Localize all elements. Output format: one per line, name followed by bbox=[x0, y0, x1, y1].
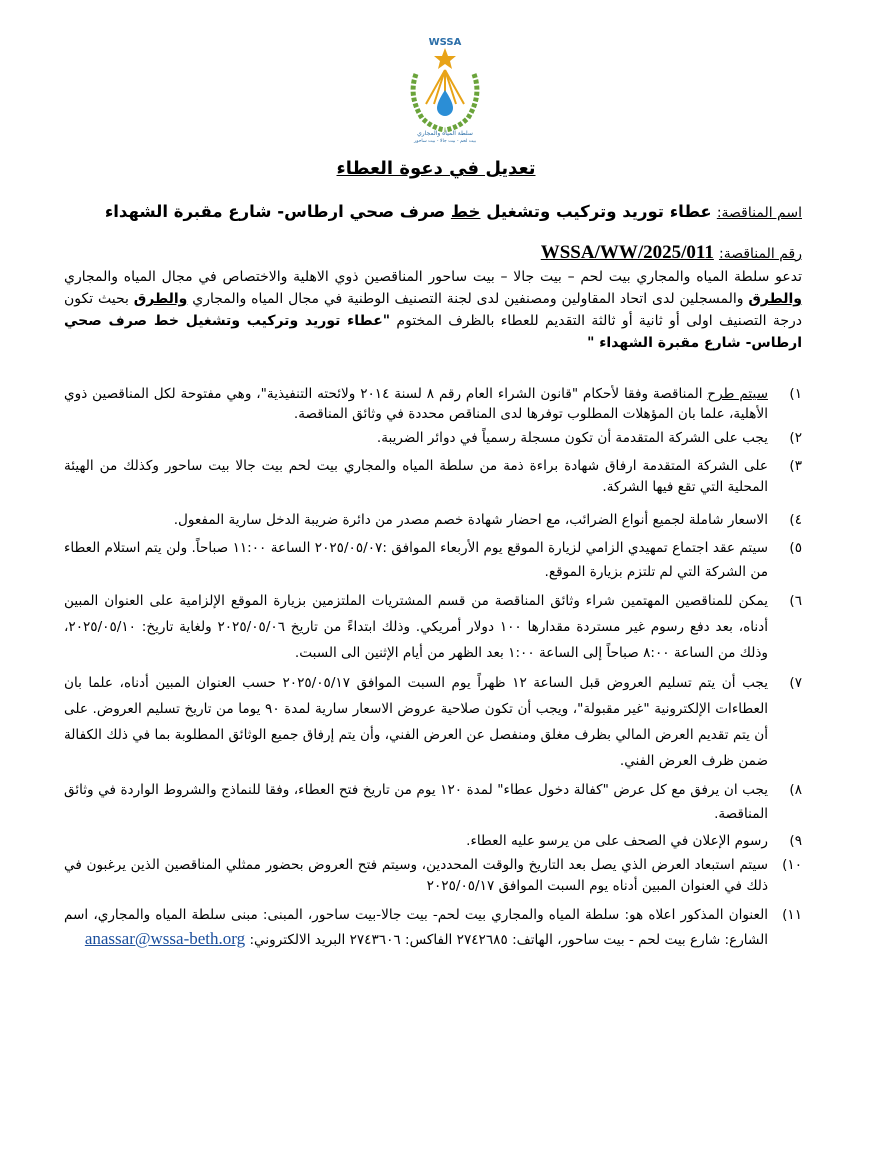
list-item: ٥) سيتم عقد اجتماع تمهيدي الزامي لزيارة الموقع يوم الأربعاء الموافق :٢٠٢٥/٠٥/٠٧ الساعة ١١:٠٠ صباحاً. ولن يتم استلام العطاء من الشركة التي لم تلتزم بزيارة الموقع. bbox=[64, 540, 802, 580]
page-title: تعديل في دعوة العطاء bbox=[336, 158, 536, 179]
list-item: ٤) الاسعار شاملة لجميع أنواع الضرائب، مع احضار شهادة خصم مصدر من دائرة ضريبة الدخل سارية المفعول. bbox=[173, 512, 802, 528]
logo-text: WSSA bbox=[428, 37, 462, 48]
water-drop-icon bbox=[437, 90, 453, 116]
list-item: ١) سيتم طرح المناقصة وفقا لأحكام "قانون الشراء العام رقم ٨ لسنة ٢٠١٤ ولائحته التنفيذية"، وهي مفتوحة لكل المناقصين ذوي الأهلية، علما بان المؤهلات المطلوب توفرها لدى المناقص محددة في وثائق المناقصة. bbox=[64, 386, 802, 422]
star-icon bbox=[434, 48, 456, 69]
tender-name: عطاء توريد وتركيب وتشغيل خط صرف صحي ارطاس- شارع مقبرة الشهداء bbox=[104, 202, 712, 221]
list-item: ٦) يمكن للمناقصين المهتمين شراء وثائق المناقصة من قسم المشتريات الملتزمين بزيارة الموقع الإلزامية على العنوان المبين أدناه، بعد دفع رسوم غير مستردة مقدارها ١٠٠ دولار أمريكي. وذلك ابتداءً من تاريخ ٢٠٢٥/٠٥/٠٦ ولغاية تاريخ: ٢٠٢٥/٠٥/١٠، وذلك من الساعة ٨:٠٠ صباحاً إلى الساعة ١:٠٠ بعد الظهر من أيام الإثنين الى السبت. bbox=[64, 593, 802, 661]
list-item: ٩) رسوم الإعلان في الصحف على من يرسو عليه العطاء. bbox=[466, 833, 802, 849]
list-item: ١١) العنوان المذكور اعلاه هو: سلطة المياه والمجاري بيت لحم- بيت جالا-بيت ساحور، المبنى: مبنى سلطة المياه والمجاري، اسم الشارع: شارع بيت لحم - بيت ساحور، الهاتف: ٢٧٤٢٦٨٥ الفاكس: ٢٧٤٣٦٠٦ البريد الالكتروني: anassar@wssa-beth.org bbox=[64, 907, 802, 948]
conditions-list bbox=[64, 384, 802, 952]
tender-number-label: رقم المناقصة: bbox=[718, 246, 802, 262]
tender-number-line bbox=[541, 242, 802, 264]
list-item: ٧) يجب أن يتم تسليم العروض قبل الساعة ١٢ ظهراً يوم السبت الموافق ٢٠٢٥/٠٥/١٧ حسب العنوان المبين أدناه، علما بان العطاءات الإلكترونية "غير مقبولة"، ويجب أن تكون صلاحية عروض الاسعار سارية لمدة ٩٠ يوما من تاريخ تسليم العروض. على أن يتم تقديم العرض المالي بظرف مغلق ومنفصل عن العرض الفني، وأن يتم إرفاق جميع الوثائق المطلوبة بما في ذلك الكفالة ضمن ظرف العرض الفني. bbox=[64, 675, 802, 769]
email-link[interactable]: anassar@wssa-beth.org bbox=[84, 929, 246, 948]
wssa-logo bbox=[396, 34, 494, 144]
tender-name-label: اسم المناقصة: bbox=[716, 205, 802, 221]
logo-subcaption: بيت لحم - بيت جالا - بيت ساحور bbox=[413, 139, 477, 144]
logo-caption: سلطة المياه والمجاري bbox=[417, 130, 473, 137]
tender-name-line bbox=[105, 202, 802, 221]
tender-number: WSSA/WW/2025/011 bbox=[540, 242, 714, 263]
intro-paragraph: تدعو سلطة المياه والمجاري بيت لحم – بيت جالا – بيت ساحور المناقصين ذوي الاهلية والاختصاص في مجال المياه والمجاري والطرق والمسجلين لدى اتحاد المقاولين ومصنفين لدى لجنة التصنيف الوطنية في مجال المياه والمجاري والطرق بحيث تكون درجة التصنيف اولى أو ثانية أو ثالثة التقديم للعطاء بالظرف المختوم "عطاء توريد وتركيب وتشغيل خط صرف صحي ارطاس- شارع مقبرة الشهداء " bbox=[64, 269, 803, 351]
list-item: ١٠) سيتم استبعاد العرض الذي يصل بعد التاريخ والوقت المحددين، وسيتم فتح العروض بحضور ممثلي المناقصين الذين يرغبون في ذلك في العنوان المبين أدناه يوم السبت الموافق ٢٠٢٥/٠٥/١٧ bbox=[64, 857, 802, 894]
list-item: ٨) يجب ان يرفق مع كل عرض "كفالة دخول عطاء" لمدة ١٢٠ يوم من تاريخ فتح العطاء، وفقا للنماذج والشروط الواردة في وثائق المناقصة. bbox=[64, 782, 802, 822]
list-item: ٣) على الشركة المتقدمة ارفاق شهادة براءة ذمة من سلطة المياه والمجاري بيت لحم بيت جالا بيت ساحور وكذلك من الهيئة المحلية التي تقع فيها الشركة. bbox=[64, 458, 802, 495]
list-item: ٢) يجب على الشركة المتقدمة أن تكون مسجلة رسمياً في دوائر الضريبة. bbox=[376, 430, 802, 446]
